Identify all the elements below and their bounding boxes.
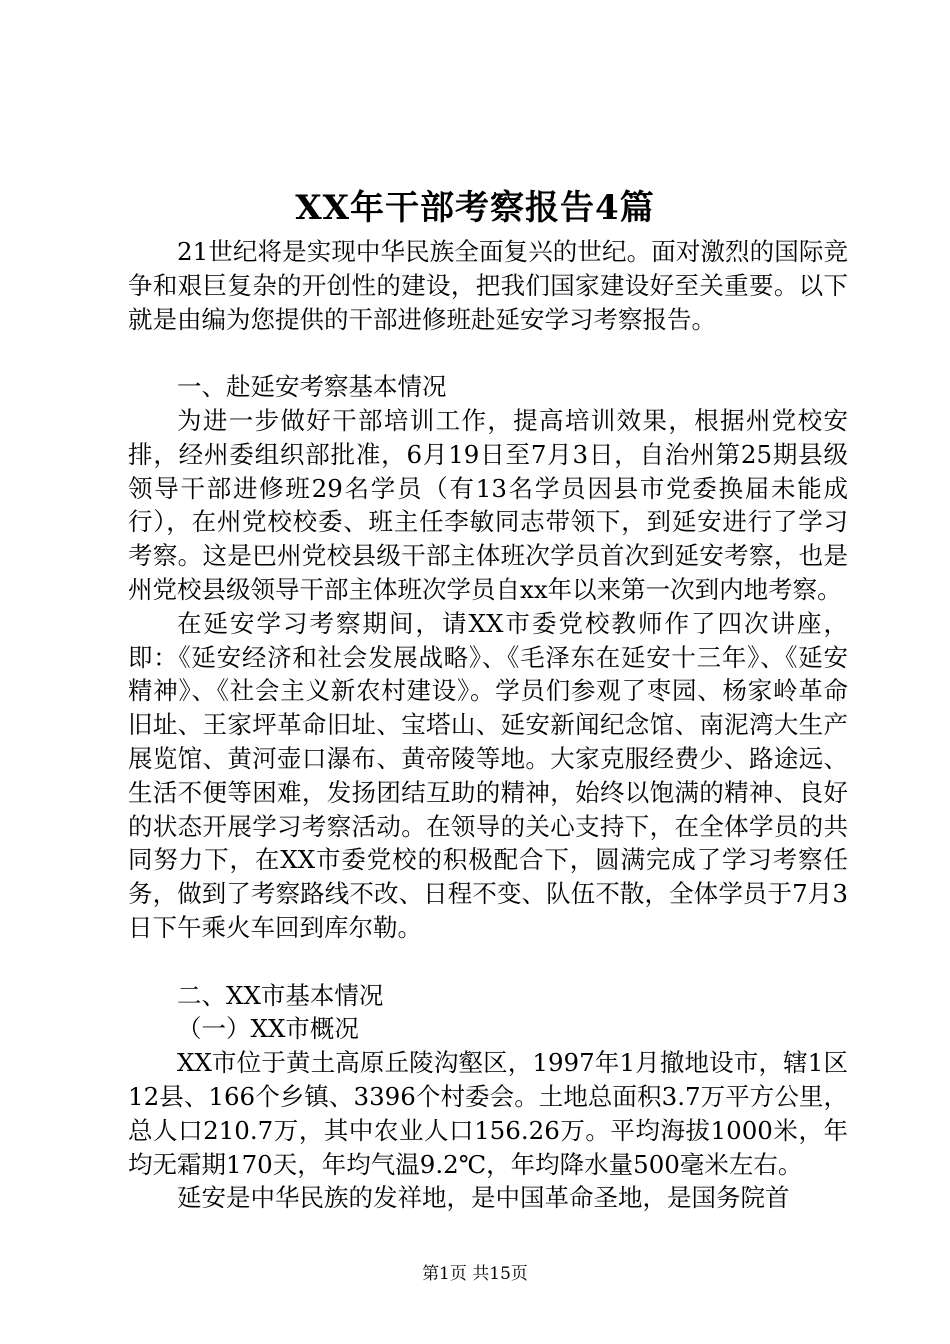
paragraph-section-1-b: 在延安学习考察期间，请XX市委党校教师作了四次讲座，即：《延安经济和社会发展战略》、《毛泽东在延安十三年》、《延安精神》、《社会主义新农村建设》。学员们参观了枣园、杨家岭革命旧址、王家坪革命旧址、宝塔山、延安新闻纪念馆、南泥湾大生产展览馆、黄河壶口瀑布、黄帝陵等地。大家克服经费少、路途远、生活不便等困难，发扬团结互助的精神，始终以饱满的精神、良好的状态开展学习考察活动。在领导的关心支持下，在全体学员的共同努力下，在XX市委党校的积极配合下，圆满完成了学习考察任务，做到了考察路线不改、日程不变、队伍不散，全体学员于7月3日下午乘火车回到库尔勒。	[128, 608, 848, 942]
document-title: XX年干部考察报告4篇	[295, 188, 655, 228]
subsection-heading-2-1: （一）XX市概况	[177, 1014, 359, 1044]
section-heading-1: 一、赴延安考察基本情况	[177, 372, 447, 402]
paragraph-section-1-a: 为进一步做好干部培训工作，提高培训效果，根据州党校安排，经州委组织部批准，6月19日至7月3日，自治州第25期县级领导干部进修班29名学员（有13名学员因县市党委换届未能成行），在州党校校委、班主任李敏同志带领下，到延安进行了学习考察。这是巴州党校县级干部主体班次学员首次到延安考察，也是州党校县级领导干部主体班次学员自xx年以来第一次到内地考察。	[128, 405, 848, 604]
paragraph-gap	[128, 945, 848, 979]
paragraph-gap	[128, 336, 848, 370]
paragraph-intro: 21世纪将是实现中华民族全面复兴的世纪。面对激烈的国际竞争和艰巨复杂的开创性的建设，把我们国家建设好至关重要。以下就是由编为您提供的干部进修班赴延安学习考察报告。	[128, 237, 848, 334]
paragraph-section-2-b: 延安是中华民族的发祥地，是中国革命圣地，是国务院首	[177, 1183, 790, 1213]
paragraph-section-2-a: XX市位于黄土高原丘陵沟壑区，1997年1月撤地设市，辖1区12县、166个乡镇、3396个村委会。土地总面积3.7万平方公里，总人口210.7万，其中农业人口156.26万。平均海拔1000米，年均无霜期170天，年均气温9.2℃，年均降水量500毫米左右。	[128, 1048, 848, 1179]
section-heading-2: 二、XX市基本情况	[177, 980, 384, 1010]
page-footer: 第1页 共15页	[422, 1264, 528, 1284]
document-body	[128, 235, 848, 1215]
